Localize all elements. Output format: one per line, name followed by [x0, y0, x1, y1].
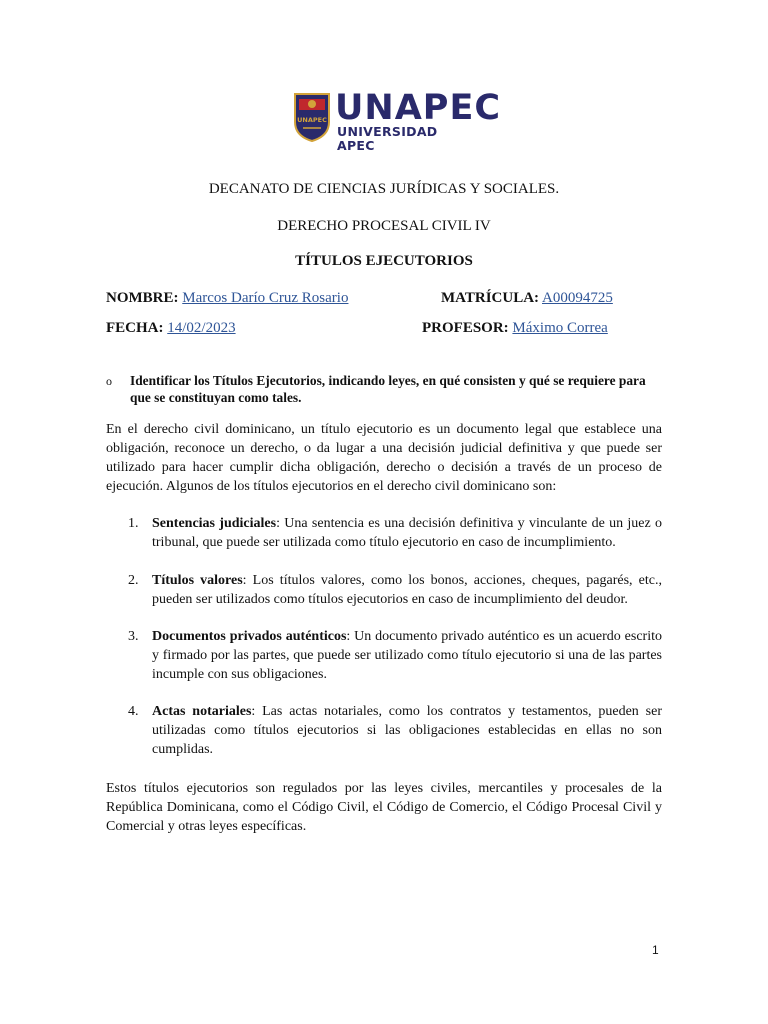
course-heading: DERECHO PROCESAL CIVIL IV	[277, 218, 491, 234]
name-value: Marcos Darío Cruz Rosario	[182, 290, 349, 306]
logo-brand: UNAPEC	[335, 88, 502, 128]
university-shield-icon	[293, 92, 331, 142]
page-number: 1	[652, 943, 659, 957]
list-text: : Una sentencia es una decisión definitiva y vinculante de un juez o tribunal, que puede ser utilizada como título ejecutorio en caso de incumplimiento.	[152, 516, 663, 550]
list-number: 4.	[128, 704, 139, 719]
list-number: 3.	[128, 629, 139, 644]
objective	[106, 373, 666, 406]
id-label: MATRÍCULA:	[441, 290, 540, 306]
list-text: : Un documento privado auténtico es un acuerdo escrito y firmado por las partes, que puede ser utilizado como título ejecutorio si una de las partes incumple con sus obligaciones.	[152, 629, 662, 682]
list-term: Documentos privados auténticos	[152, 629, 347, 644]
intro-paragraph: En el derecho civil dominicano, un título ejecutorio es un documento legal que establece una obligación, reconoce un derecho, o da lugar a una decisión judicial definitiva y que puede ser utilizado para hacer cumplir dicha obligación, derecho o decisión a través de un proceso de ejecución. Algunos de los títulos ejecutorios en el derecho civil dominicano son:	[106, 422, 662, 494]
date-field	[106, 319, 236, 337]
list-text: : Las actas notariales, como los contratos y testamentos, pueden ser utilizadas como títulos ejecutorios si las obligaciones establecidas en ellas no son cumplidas.	[152, 704, 662, 757]
date-value: 14/02/2023	[167, 320, 236, 336]
professor-label: PROFESOR:	[422, 320, 509, 336]
conclusion-paragraph: Estos títulos ejecutorios son regulados por las leyes civiles, mercantiles y procesales de la República Dominicana, como el Código Civil, el Código de Comercio, el Código Procesal Civil y Comercial y otras leyes específicas.	[106, 781, 662, 834]
list-item	[128, 702, 662, 759]
shield-text: UNAPEC	[297, 116, 327, 124]
logo-tagline: UNIVERSIDAD APEC	[337, 124, 438, 153]
list-term: Actas notariales	[152, 704, 252, 719]
document-title: TÍTULOS EJECUTORIOS	[295, 253, 473, 269]
date-label: FECHA:	[106, 320, 164, 336]
objective-text: Identificar los Títulos Ejecutorios, indicando leyes, en qué consisten y qué se requiere para que se constituyan como tales.	[130, 373, 646, 405]
professor-value: Máximo Correa	[512, 320, 608, 336]
id-value: A00094725	[542, 290, 613, 306]
faculty-heading: DECANATO DE CIENCIAS JURÍDICAS Y SOCIALES.	[208, 181, 560, 197]
id-field	[441, 289, 613, 307]
unapec-logo	[293, 88, 502, 153]
objective-bullet: o	[106, 374, 112, 388]
list-item	[128, 514, 662, 552]
name-label: NOMBRE:	[106, 290, 179, 306]
list-number: 2.	[128, 573, 139, 588]
list-term: Sentencias judiciales	[152, 516, 277, 531]
professor-field	[422, 319, 608, 337]
list-number: 1.	[128, 516, 139, 531]
list-text: : Los títulos valores, como los bonos, acciones, cheques, pagarés, etc., pueden ser utilizados como títulos ejecutorios en caso de incumplimiento del deudor.	[152, 573, 662, 607]
list-term: Títulos valores	[152, 573, 243, 588]
list-item	[128, 627, 662, 684]
list-item	[128, 571, 662, 609]
name-field	[106, 289, 348, 307]
